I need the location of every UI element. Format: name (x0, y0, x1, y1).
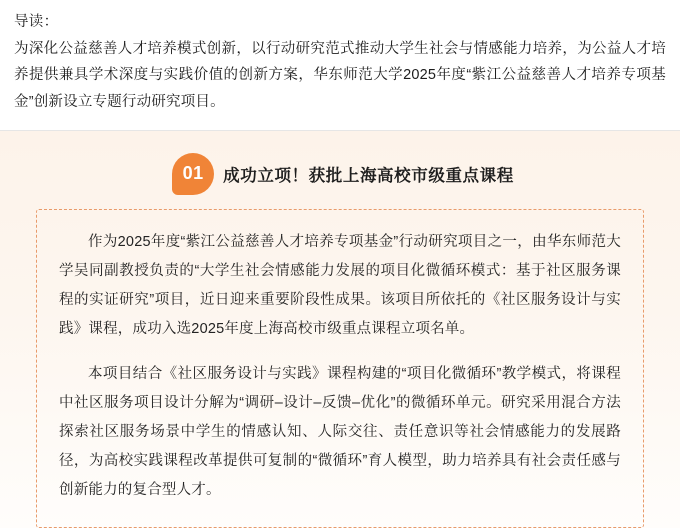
section-card (0, 131, 680, 528)
paragraph-2: 本项目结合《社区服务设计与实践》课程构建的“项目化微循环”教学模式，将课程中社区服务项目设计分解为“调研–设计–反馈–优化”的微循环单元。研究采用混合方法探索社区服务场景中学生的情感认知、人际交往、责任意识等社会情感能力的发展路径，为高校实践课程改革提供可复制的“微循环”育人模型，助力培养具有社会责任感与创新能力的复合型人才。 (59, 366, 621, 499)
intro-block (0, 0, 680, 116)
section-title: 成功立项！获批上海高校市级重点课程 (223, 167, 514, 186)
paragraph-1: 作为2025年度“紫江公益慈善人才培养专项基金”行动研究项目之一，由华东师范大学吴同副教授负责的“大学生社会情感能力发展的项目化微循环模式：基于社区服务课程的实证研究”项目，近日迎来重要阶段性成果。该项目所依托的《社区服务设计与实践》课程，成功入选2025年度上海高校市级重点课程立项名单。 (59, 234, 621, 338)
section-number-badge (172, 153, 214, 195)
intro-text: 为深化公益慈善人才培养模式创新，以行动研究范式推动大学生社会与情感能力培养，为公益人才培养提供兼具学术深度与实践价值的创新方案，华东师范大学2025年度“紫江公益慈善人才培养专项基金”创新设立专题行动研究项目。 (14, 40, 666, 111)
badge-number-label: 01 (182, 163, 204, 184)
section-header (0, 153, 680, 195)
intro-label: 导读： (14, 14, 59, 30)
section-content-box (36, 209, 644, 528)
